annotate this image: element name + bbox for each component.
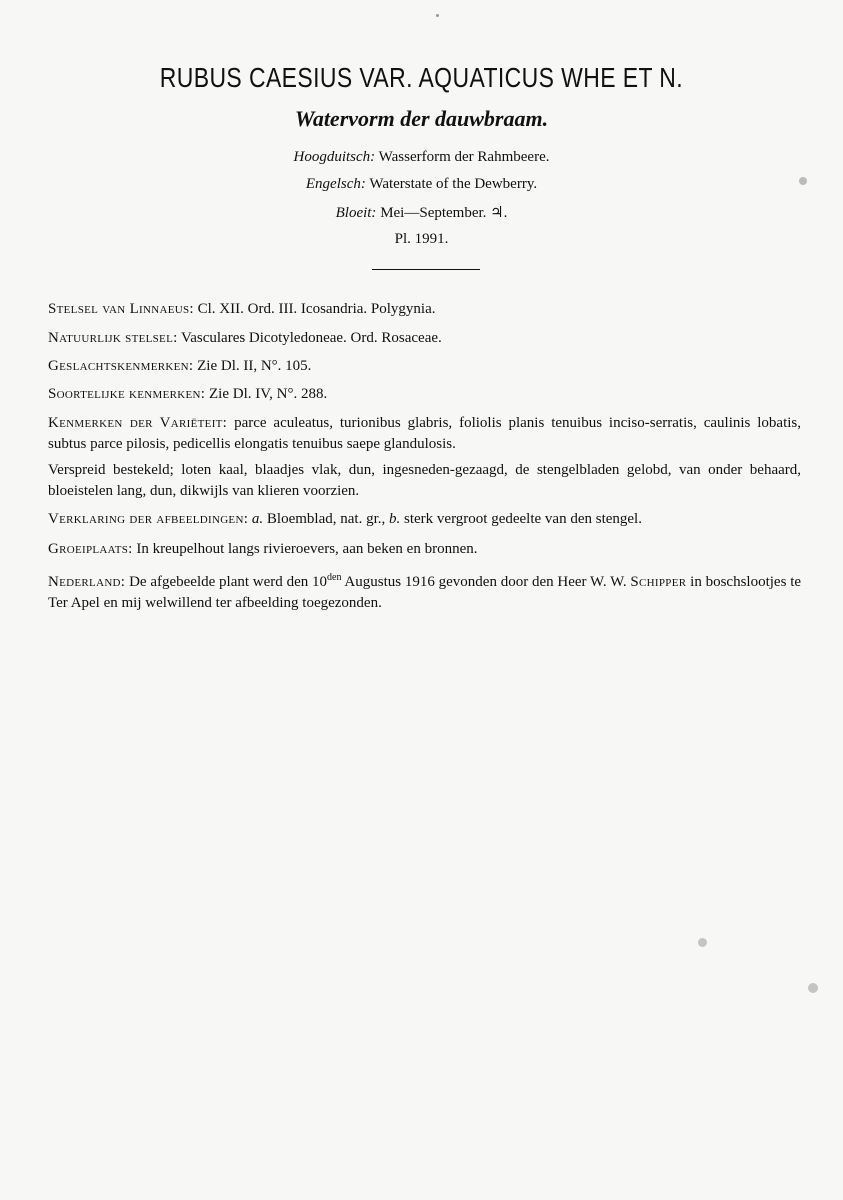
natural-label: Natuurlijk stelsel:	[48, 330, 178, 346]
natural-value: Vasculares Dicotyledoneae. Ord. Rosaceae.	[181, 330, 442, 346]
species-characters	[48, 384, 801, 405]
english-value: Waterstate of the Dewberry.	[369, 176, 538, 192]
netherlands-label: Nederland:	[48, 574, 126, 590]
figure-explanation	[48, 509, 801, 530]
species-label: Soortelijke kenmerken:	[48, 386, 206, 402]
figures-label: Verklaring der afbeeldingen:	[48, 511, 249, 527]
variety-label: Kenmerken der Variëteit:	[48, 415, 228, 431]
linnaeus-system	[48, 299, 801, 320]
divider	[372, 269, 480, 270]
netherlands-superscript: den	[327, 572, 342, 583]
figure-a-text: Bloemblad, nat. gr.,	[266, 511, 386, 527]
variety-characters	[48, 413, 801, 455]
netherlands-text-3: in boschslootjes te Ter Apel en mij welwillend ter afbeelding toegezonden.	[48, 574, 802, 611]
english-name-line	[0, 176, 843, 193]
habitat	[48, 539, 801, 560]
netherlands-text-2: Augustus 1916 gevonden door den Heer W. W.	[344, 574, 627, 590]
species-value: Zie Dl. IV, N°. 288.	[209, 386, 328, 402]
figure-b-text: sterk vergroot gedeelte van den stengel.	[404, 511, 642, 527]
genus-value: Zie Dl. II, N°. 105.	[197, 358, 312, 374]
paper-speck	[436, 14, 439, 17]
habitat-label: Groeiplaats:	[48, 541, 133, 557]
linnaeus-value: Cl. XII. Ord. III. Icosandria. Polygynia.	[197, 301, 436, 317]
german-label: Hoogduitsch:	[293, 149, 376, 165]
german-name-line	[0, 149, 843, 166]
bloom-line	[0, 203, 843, 222]
plate-number: Pl. 1991.	[394, 231, 449, 247]
linnaeus-label: Stelsel van Linnaeus:	[48, 301, 194, 317]
natural-system	[48, 328, 801, 349]
german-value: Wasserform der Rahmbeere.	[378, 149, 550, 165]
english-label: Engelsch:	[305, 176, 366, 192]
bloom-value: Mei—September. ♃.	[380, 205, 508, 221]
paper-speck	[808, 983, 818, 993]
netherlands-text-1: De afgebeelde plant werd den 10	[129, 574, 327, 590]
variety-value: parce aculeatus, turionibus glabris, foliolis planis tenuibus inciso-serratis, caulinis lobatis, subtus parce pilosis, pedicellis elongatis tenuibus saepe glandulosis.	[48, 415, 802, 452]
habitat-value: In kreupelhout langs rivieroevers, aan beken en bronnen.	[136, 541, 478, 557]
paper-speck	[698, 938, 707, 947]
bloom-label: Bloeit:	[335, 205, 377, 221]
genus-label: Geslachtskenmerken:	[48, 358, 194, 374]
page-title: RUBUS CAESIUS VAR. AQUATICUS WHE ET N.	[159, 62, 684, 93]
netherlands-record	[48, 567, 801, 614]
netherlands-collector: Schipper	[630, 574, 687, 590]
genus-characters	[48, 356, 801, 377]
figure-b-letter: b.	[389, 511, 401, 527]
dutch-common-name: Watervorm der dauwbraam.	[294, 106, 549, 131]
variety-translation: Verspreid bestekeld; loten kaal, blaadjes vlak, dun, ingesneden-gezaagd, de stengelbladen gelobd, van onder behaard, bloeistelen lang, dun, dikwijls van klieren voorzien.	[48, 462, 801, 499]
figure-a-letter: a.	[251, 511, 264, 527]
